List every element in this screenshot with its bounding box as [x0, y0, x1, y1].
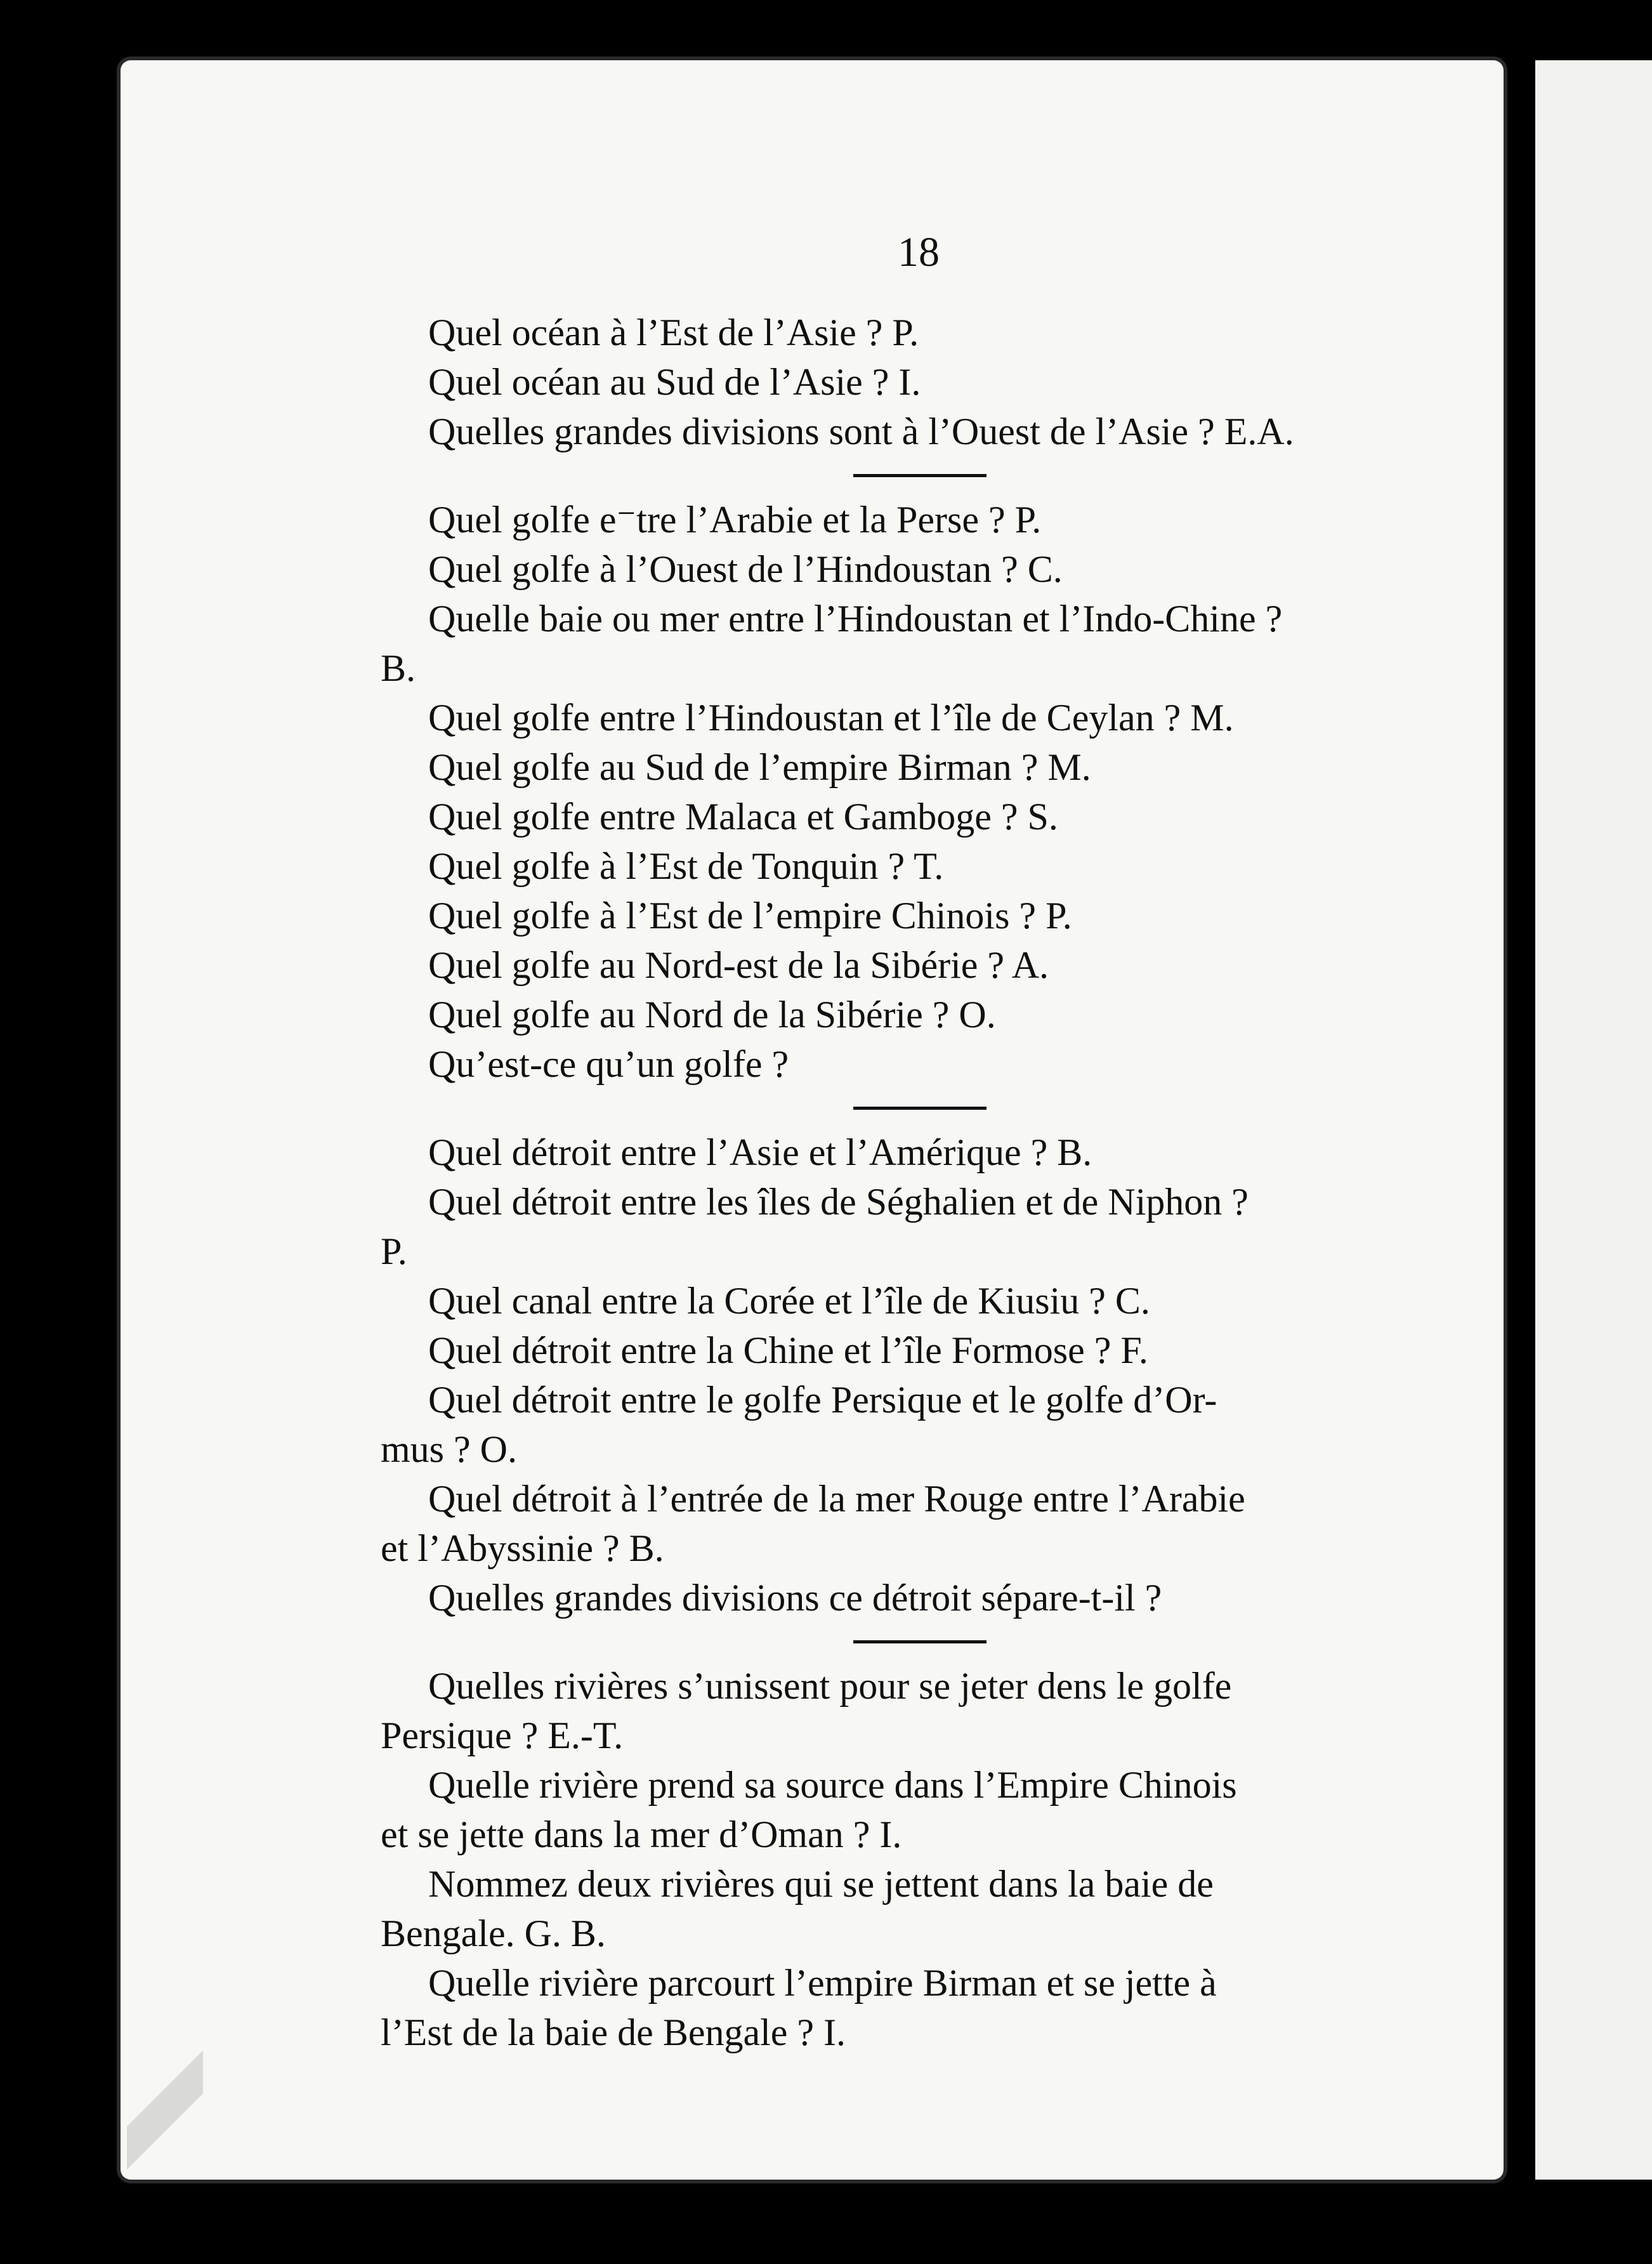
text-line: Qu’est-ce qu’un golfe ?: [428, 1043, 789, 1085]
text-line: Quelle baie ou mer entre l’Hindoustan et l’Indo-Chine ?: [428, 598, 1283, 640]
page-number: 18: [898, 229, 940, 275]
text-line: Quelles rivières s’unissent pour se jeter dens le golfe: [428, 1665, 1232, 1707]
text-line: Quel golfe à l’Est de Tonquin ? T.: [428, 845, 944, 887]
text-line: Quelles grandes divisions sont à l’Ouest de l’Asie ? E.A.: [428, 411, 1294, 452]
section-divider: [853, 1107, 987, 1110]
section-divider: [853, 1640, 987, 1643]
text-line: Quel détroit entre les îles de Séghalien et de Niphon ?: [428, 1181, 1249, 1223]
text-line: Bengale. G. B.: [381, 1912, 606, 1954]
text-line: et l’Abyssinie ? B.: [381, 1527, 664, 1569]
text-line: Quel golfe au Nord de la Sibérie ? O.: [428, 994, 996, 1036]
text-line: Quel détroit entre le golfe Persique et le golfe d’Or-: [428, 1379, 1217, 1421]
text-line: Quel canal entre la Corée et l’île de Kiusiu ? C.: [428, 1280, 1150, 1322]
text-line: Quel golfe e⁻tre l’Arabie et la Perse ? P.: [428, 499, 1042, 541]
text-line: Quel golfe à l’Est de l’empire Chinois ? P.: [428, 895, 1072, 937]
text-line: Quel océan au Sud de l’Asie ? I.: [428, 361, 921, 403]
text-line: Quel océan à l’Est de l’Asie ? P.: [428, 312, 919, 353]
text-line: Quel golfe à l’Ouest de l’Hindoustan ? C.: [428, 548, 1063, 590]
text-line: Quelle rivière parcourt l’empire Birman et se jette à: [428, 1962, 1217, 2004]
text-line: Quel golfe au Nord-est de la Sibérie ? A.: [428, 944, 1049, 986]
text-line: Quel détroit à l’entrée de la mer Rouge entre l’Arabie: [428, 1478, 1245, 1520]
text-line: Quel golfe au Sud de l’empire Birman ? M.: [428, 746, 1091, 788]
text-line: B.: [381, 647, 416, 689]
text-line: Quel golfe entre Malaca et Gamboge ? S.: [428, 796, 1058, 838]
book-page: [121, 60, 1504, 2180]
text-line: Quel détroit entre la Chine et l’île Formose ? F.: [428, 1329, 1148, 1371]
text-line: mus ? O.: [381, 1428, 517, 1470]
text-line: et se jette dans la mer d’Oman ? I.: [381, 1813, 902, 1855]
text-line: Quelles grandes divisions ce détroit sépare-t-il ?: [428, 1577, 1162, 1619]
text-line: l’Est de la baie de Bengale ? I.: [381, 2011, 846, 2053]
section-divider: [853, 474, 987, 477]
text-line: Quel détroit entre l’Asie et l’Amérique ? B.: [428, 1131, 1092, 1173]
text-line: Nommez deux rivières qui se jettent dans la baie de: [428, 1863, 1214, 1905]
text-line: P.: [381, 1230, 407, 1272]
text-line: Quel golfe entre l’Hindoustan et l’île de Ceylan ? M.: [428, 697, 1234, 739]
text-line: Persique ? E.-T.: [381, 1714, 624, 1756]
page-text: [381, 308, 1510, 2057]
text-line: Quelle rivière prend sa source dans l’Empire Chinois: [428, 1764, 1237, 1806]
adjacent-page-edge: [1535, 60, 1652, 2180]
